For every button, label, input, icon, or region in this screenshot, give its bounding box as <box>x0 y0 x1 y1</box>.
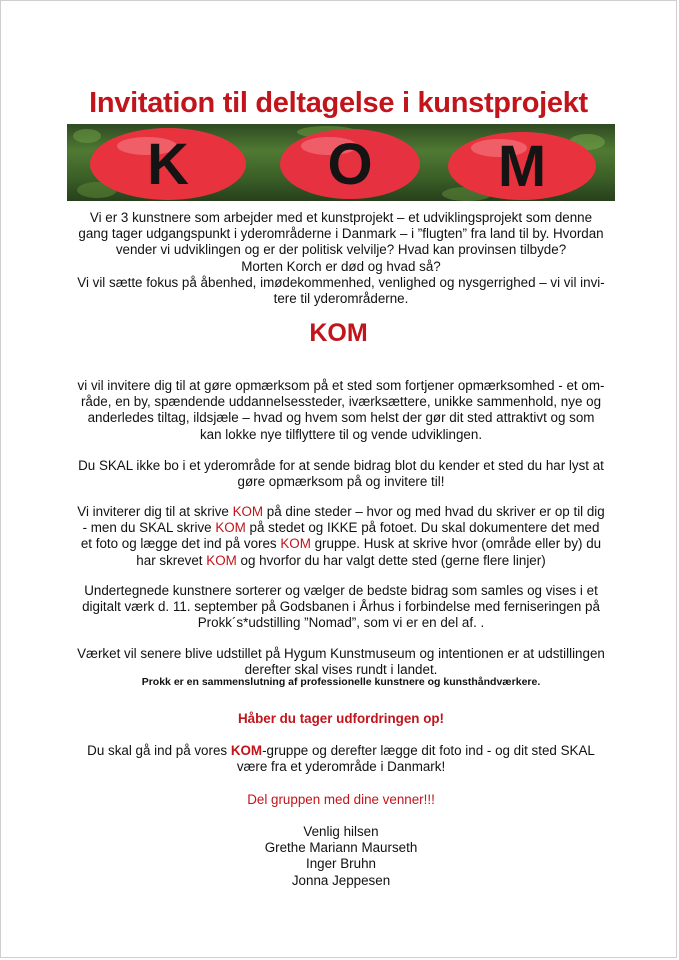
paragraph-exhibition <box>61 646 621 678</box>
paragraph-line <box>61 520 621 536</box>
paragraph-line: Værket vil senere blive udstillet på Hygum Kunstmuseum og intentionen er at udstillingen <box>77 646 605 661</box>
paragraph-line: Prokk´s*udstilling ”Nomad”, som vi er en del af. . <box>197 615 485 631</box>
signer-name: Grethe Mariann Maurseth <box>264 840 418 856</box>
signature-block <box>61 824 621 889</box>
paragraph-line <box>61 536 621 552</box>
share-line: Del gruppen med dine venner!!! <box>247 792 435 807</box>
paragraph-line: derefter skal vises rundt i landet. <box>244 662 438 678</box>
kom-word: KOM <box>232 504 264 519</box>
text-run: på stedet og IKKE på fotoet. Du skal dokumentere det med <box>245 520 600 536</box>
text-run: et foto og lægge det ind på vores <box>80 536 281 552</box>
text-run: og hvorfor du har valgt dette sted (gerne flere linjer) <box>236 552 546 568</box>
intro-line: gang tager udgangspunkt i yderområderne i Danmark – i ”flugten” fra land til by. Hvordan <box>78 226 604 242</box>
intro-line: Morten Korch er død og hvad så? <box>241 258 441 274</box>
balloon-letter-m: M <box>497 134 547 199</box>
prokk-note: Prokk er en sammenslutning af professionelle kunstnere og kunsthåndværkere. <box>141 676 541 688</box>
paragraph-residence <box>61 458 621 490</box>
paragraph-line: digitalt værk d. 11. september på Godsbanen i Århus i forbindelse med ferniseringen på <box>82 599 600 615</box>
balloon-letter-k: K <box>147 132 189 197</box>
text-run: har skrevet <box>136 552 207 568</box>
kom-word: KOM <box>215 520 246 536</box>
balloon-k <box>90 128 246 200</box>
kom-word: KOM <box>280 536 311 552</box>
signer-name: Inger Bruhn <box>306 856 376 872</box>
kom-balloons-banner <box>67 124 615 201</box>
balloon-letter-o: O <box>327 132 373 197</box>
text-run: gruppe. Husk at skrive hvor (område eller by) du <box>310 536 602 552</box>
hope-line: Håber du tager udfordringen op! <box>237 711 445 726</box>
kom-word: KOM <box>206 552 237 568</box>
signer-name: Jonna Jeppesen <box>291 872 391 888</box>
intro-line: Vi er 3 kunstnere som arbejder med et kunstprojekt – et udviklingsprojekt som denne <box>89 210 593 225</box>
paragraph-join-group <box>61 743 621 775</box>
text-run: på dine steder – hvor og med hvad du skriver er op til dig <box>263 504 605 519</box>
text-run: Du skal gå ind på vores <box>87 743 231 758</box>
text-run: Vi inviterer dig til at skrive <box>77 504 233 519</box>
intro-line: vender vi udviklingen og er der politisk velvilje? Hvad kan provinsen tilbyde? <box>115 242 567 258</box>
paragraph-line: anderledes tiltag, ildsjæle – hvad og hvem som helst der gør dit sted attraktivt og som <box>87 410 595 426</box>
paragraph-instructions <box>61 504 621 569</box>
paragraph-line: være fra et yderområde i Danmark! <box>236 759 446 775</box>
text-run: -gruppe og derefter lægge dit foto ind - og dit sted SKAL <box>262 743 595 758</box>
kom-heading: KOM <box>309 319 368 347</box>
intro-line: tere til yderområderne. <box>273 291 409 307</box>
paragraph-line <box>61 743 621 759</box>
balloon-m <box>448 132 596 200</box>
paragraph-line <box>61 504 621 520</box>
paragraph-line: råde, en by, spændende uddannelsessteder, iværksættere, unikke sammenhold, nye og <box>80 394 602 410</box>
paragraph-line <box>61 553 621 569</box>
intro-line: Vi vil sætte fokus på åbenhed, imødekommenhed, venlighed og nysgerrighed – vi vil invi- <box>77 274 605 290</box>
balloons-image <box>67 124 615 201</box>
balloon-o <box>280 129 420 199</box>
intro-paragraph <box>61 210 621 307</box>
paragraph-line: vi vil invitere dig til at gøre opmærksom på et sted som fortjener opmærksomhed - et om- <box>77 378 605 393</box>
paragraph-line: kan lokke nye tilflyttere til og vende udviklingen. <box>199 426 483 442</box>
page-title: Invitation til deltagelse i kunstprojekt <box>89 87 588 119</box>
paragraph-line: Du SKAL ikke bo i et yderområde for at sende bidrag blot du kender et sted du har lyst at <box>78 458 604 473</box>
paragraph-line: gøre opmærksom på og invitere til! <box>237 474 445 490</box>
kom-word: KOM <box>230 743 263 758</box>
paragraph-selection <box>61 583 621 632</box>
paragraph-line: Undertegnede kunstnere sorterer og vælger de bedste bidrag som samles og vises i et <box>84 583 598 598</box>
text-run: - men du SKAL skrive <box>82 520 216 536</box>
paragraph-invite <box>61 378 621 443</box>
greeting: Venlig hilsen <box>303 824 379 839</box>
